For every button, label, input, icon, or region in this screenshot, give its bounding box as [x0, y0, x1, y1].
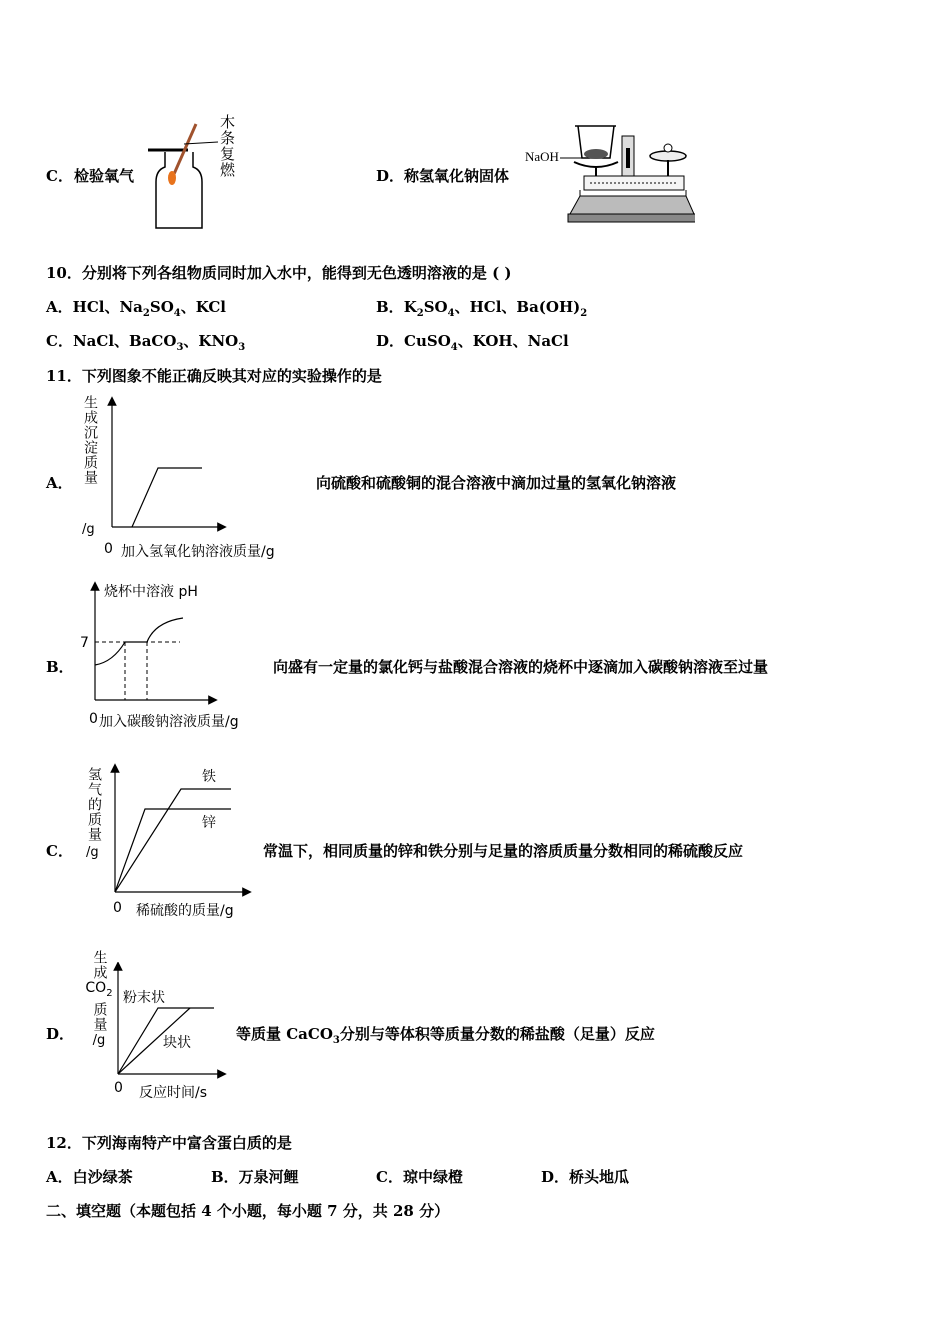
q11-d-text: 等质量 CaCO$_3$分别与等体积等质量分数的稀盐酸（足量）反应 — [236, 1025, 655, 1046]
q11-a-origin: 0 — [104, 541, 113, 557]
q11-c-xlabel: 稀硫酸的质量/g — [136, 903, 234, 919]
q9-option-d-text: 称氢氧化钠固体 — [404, 167, 510, 185]
q11-c-ylabel: 氢气的质量 — [86, 767, 102, 842]
q9-option-c-letter: C． — [46, 167, 73, 185]
q12-option-c: C．琼中绿橙 — [376, 1168, 463, 1186]
q10-stem: 10．分别将下列各组物质同时加入水中，能得到无色透明溶液的是 ( ) — [46, 264, 512, 282]
q11-a-graph — [100, 395, 230, 535]
q11-a-curve — [132, 468, 202, 527]
q11-b-graph — [85, 580, 220, 705]
q11-b-origin: 0 — [89, 711, 98, 727]
q12-option-d: D．桥头地瓜 — [541, 1168, 630, 1186]
q11-d-letter: D． — [46, 1025, 75, 1043]
q11-b-curve — [95, 618, 183, 665]
balance-illustration — [560, 118, 695, 226]
q12-option-b: B．万泉河鲤 — [211, 1168, 299, 1186]
q12-stem: 12．下列海南特产中富含蛋白质的是 — [46, 1134, 292, 1152]
section-2-title: 二、填空题（本题包括 4 个小题，每小题 7 分，共 28 分） — [46, 1202, 450, 1220]
q11-a-xlabel: 加入氢氧化钠溶液质量/g — [121, 544, 275, 560]
q11-c-graph — [105, 762, 255, 897]
q11-b-letter: B． — [46, 658, 74, 676]
q11-d-series-powder: 粉末状 — [123, 990, 165, 1006]
q11-d-ylabel: 生成 $CO_2$ 质量 /g — [85, 950, 113, 1048]
q11-c-iron-curve — [115, 789, 231, 892]
q11-d-series-lump: 块状 — [163, 1035, 191, 1051]
q11-c-series-iron: 铁 — [202, 769, 216, 785]
q10-option-b: B．$K_2SO_4$、HCl、$Ba(OH)_2$ — [376, 298, 588, 319]
q10-option-a: A．HCl、$Na_2SO_4$、KCl — [46, 298, 227, 319]
q11-d-origin: 0 — [114, 1080, 123, 1096]
q11-c-text: 常温下，相同质量的锌和铁分别与足量的溶质质量分数相同的稀硫酸反应 — [263, 842, 744, 860]
q11-c-series-zinc: 锌 — [202, 815, 216, 831]
q11-c-yunit: /g — [86, 845, 99, 860]
q11-b-ytick-7: 7 — [80, 635, 89, 651]
q11-a-text: 向硫酸和硫酸铜的混合溶液中滴加过量的氢氧化钠溶液 — [316, 474, 677, 492]
q12-option-a: A．白沙绿茶 — [46, 1168, 133, 1186]
q11-c-origin: 0 — [113, 900, 122, 916]
q11-a-yunit: /g — [82, 522, 95, 537]
q11-stem: 11．下列图象不能正确反映其对应的实验操作的是 — [46, 367, 382, 385]
q11-b-ylabel: 烧杯中溶液 pH — [104, 584, 198, 600]
q11-d-graph — [108, 962, 228, 1080]
q11-d-xlabel: 反应时间/s — [139, 1085, 208, 1101]
q11-c-letter: C． — [46, 842, 73, 860]
q9-option-c-text: 检验氧气 — [74, 167, 135, 185]
q11-b-text: 向盛有一定量的氯化钙与盐酸混合溶液的烧杯中逐滴加入碳酸钠溶液至过量 — [273, 658, 769, 676]
q11-a-ylabel: 生成沉淀质量 — [82, 395, 98, 485]
q10-option-d: D．CuSO$_4$、KOH、NaCl — [376, 332, 569, 353]
naoh-label: NaOH — [525, 149, 559, 164]
q11-b-xlabel: 加入碳酸钠溶液质量/g — [99, 714, 239, 730]
q10-option-c: C．NaCl、BaCO$_3$、$KNO_3$ — [46, 332, 246, 353]
q9-option-d-letter: D． — [376, 167, 405, 185]
q11-a-letter: A． — [46, 474, 73, 492]
splint-relight-label: 木条复燃 — [218, 114, 236, 178]
